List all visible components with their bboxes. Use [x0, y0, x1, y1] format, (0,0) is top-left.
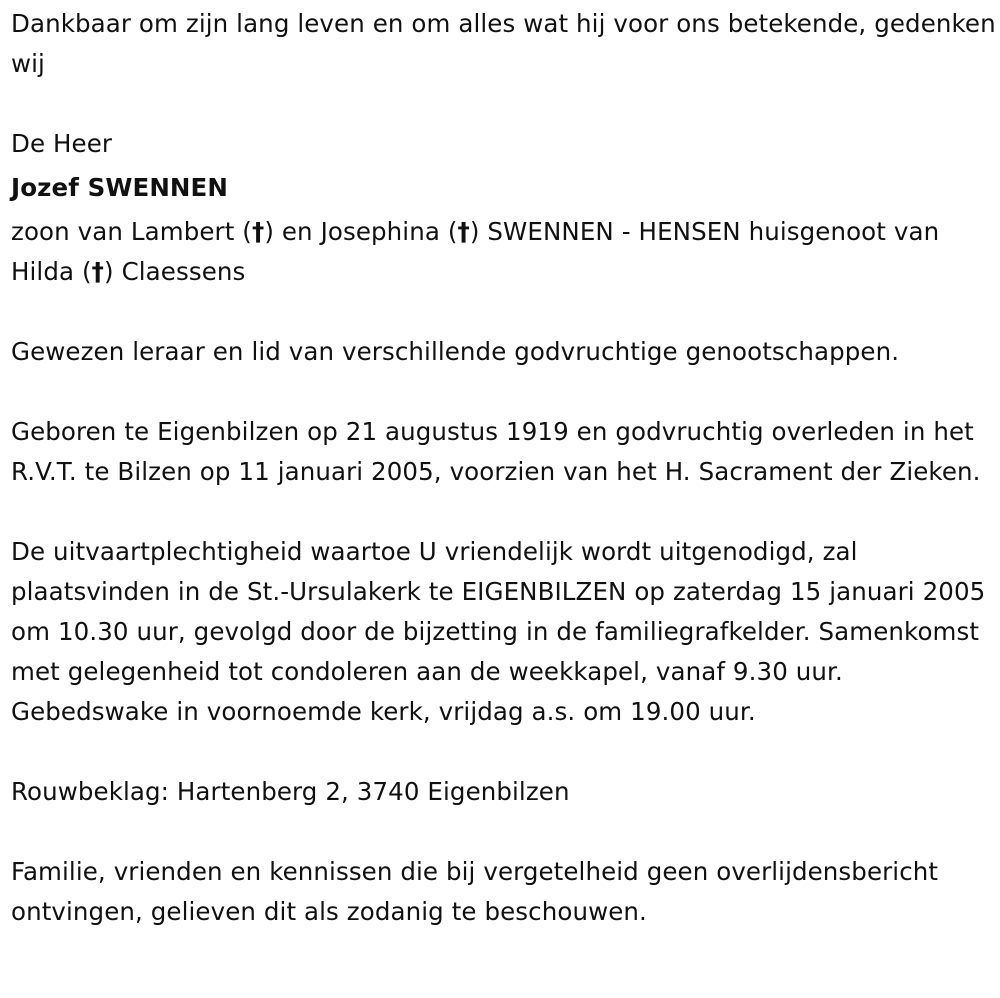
spacer	[11, 372, 996, 412]
spacer	[11, 292, 996, 332]
spacer	[11, 812, 996, 852]
spacer	[11, 492, 996, 532]
closing-text: Familie, vrienden en kennissen die bij vergetelheid geen overlijdensbericht ontvingen, gelieven dit als zodanig te beschouwen.	[11, 857, 939, 926]
cross-icon: †	[457, 217, 470, 246]
spouse-surname: Claessens	[121, 257, 246, 286]
cross-icon: †	[91, 257, 105, 286]
condolence-address: Rouwbeklag: Hartenberg 2, 3740 Eigenbilzen	[11, 777, 570, 806]
obituary-notice	[11, 4, 996, 932]
occupation-text: Gewezen leraar en lid van verschillende godvruchtige genootschappen.	[11, 337, 900, 366]
son-of-text: zoon van Lambert	[11, 217, 235, 246]
funeral-text: De uitvaartplechtigheid waartoe U vriendelijk wordt uitgenodigd, zal plaatsvinden in de St.-Ursulakerk te EIGENBILZEN op zaterdag 15 januari 2005 om 10.30 uur, gevolgd door de bijzetting in de familiegrafkelder. Samenkomst met gelegenheid tot condoleren aan de weekkapel, vanaf 9.30 uur. Gebedswake in voornoemde kerk, vrijdag a.s. om 19.00 uur.	[11, 537, 986, 726]
cross-icon: †	[251, 217, 265, 246]
parents-surname: SWENNEN - HENSEN huisgenoot van Hilda	[11, 217, 940, 286]
honorific-title: De Heer	[11, 129, 113, 158]
deceased-name: Jozef SWENNEN	[11, 173, 228, 202]
spacer	[11, 84, 996, 124]
spacer	[11, 732, 996, 772]
family-relations: zoon van Lambert (†) en Josephina (†) SWENNEN - HENSEN huisgenoot van Hilda (†) Claessens	[11, 217, 940, 286]
intro-text: Dankbaar om zijn lang leven en om alles wat hij voor ons betekende, gedenken wij	[11, 9, 996, 78]
and-text: en Josephina	[281, 217, 440, 246]
birth-death-text: Geboren te Eigenbilzen op 21 augustus 1919 en godvruchtig overleden in het R.V.T. te Bilzen op 11 januari 2005, voorzien van het H. Sacrament der Zieken.	[11, 417, 981, 486]
